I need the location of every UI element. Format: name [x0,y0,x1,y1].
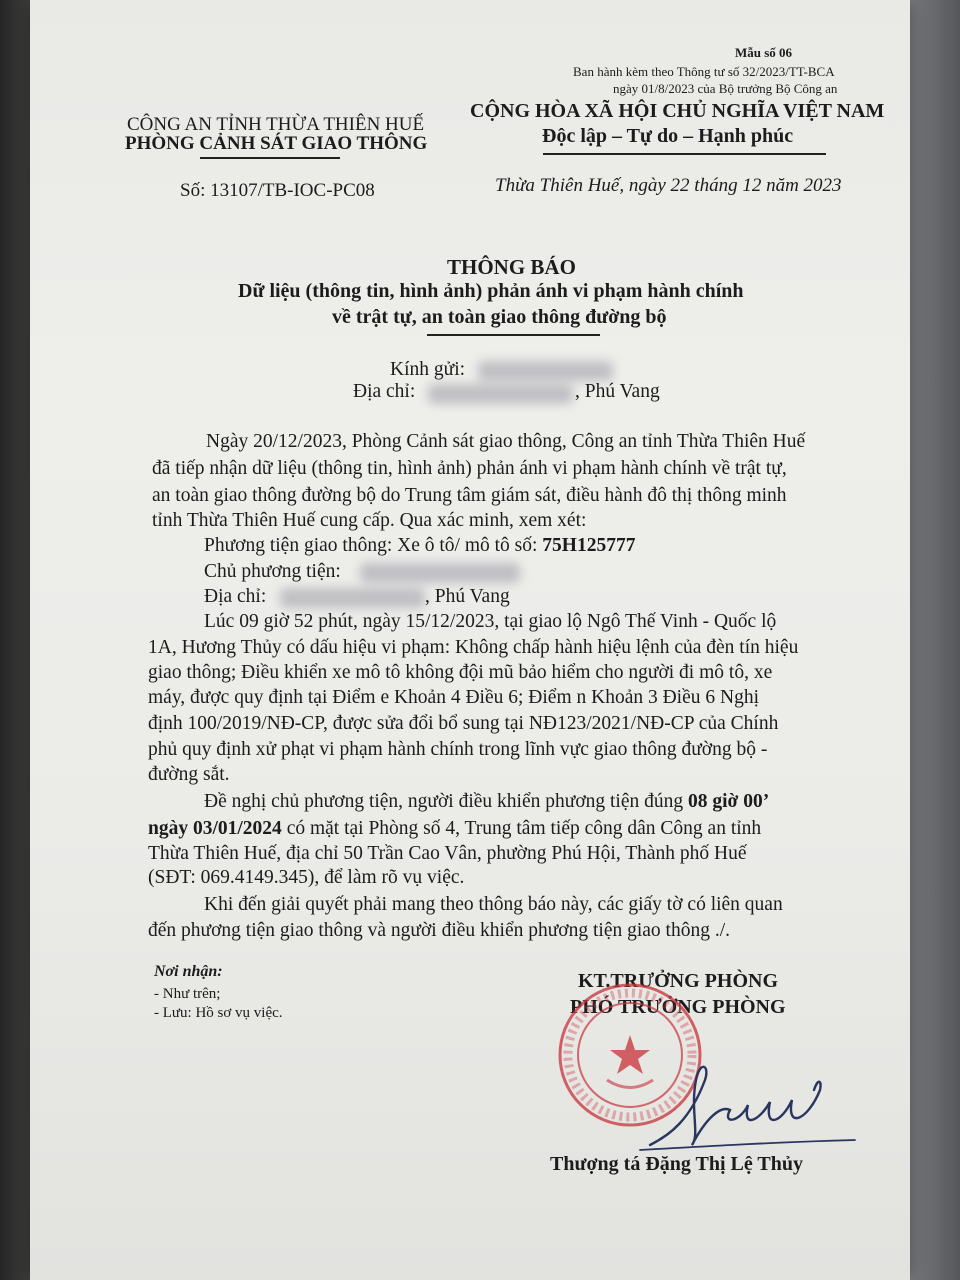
violation-line4: máy, được quy định tại Điểm e Khoản 4 Điều 6; Điểm n Khoản 3 Điều 6 Nghị [148,687,760,708]
signer-name: Thượng tá Đặng Thị Lệ Thủy [550,1153,803,1175]
request-line1: Đề nghị chủ phương tiện, người điều khiển phương tiện đúng [204,791,688,812]
redacted-owner-address [280,588,425,608]
signature-title-1: KT.TRƯỞNG PHÒNG [578,970,778,992]
owner-address-suffix: , Phú Vang [425,586,510,607]
department-name: PHÒNG CẢNH SÁT GIAO THÔNG [125,133,428,154]
warning-line2: đến phương tiện giao thông và người điều khiển phương tiện giao thông ./. [148,920,731,941]
notice-title: THÔNG BÁO [447,255,576,279]
request-date: ngày 03/01/2024 [148,818,282,839]
request-line4: (SĐT: 069.4149.345), để làm rõ vụ việc. [148,867,465,888]
signature-title-2: PHÓ TRƯỞNG PHÒNG [570,996,786,1018]
request-line2: có mặt tại Phòng số 4, Trung tâm tiếp công dân Công an tỉnh [281,818,762,839]
notice-subtitle-1: Dữ liệu (thông tin, hình ảnh) phản ánh vi phạm hành chính [238,280,744,302]
document-page [30,0,910,1280]
vehicle-label: Phương tiện giao thông: Xe ô tô/ mô tô số: [204,535,543,556]
motto-underline [543,153,826,155]
recipients-item-2: - Lưu: Hồ sơ vụ việc. [154,1005,283,1021]
owner-address-label: Địa chỉ: [204,586,267,607]
recipients-item-1: - Như trên; [154,986,221,1002]
vehicle-plate: 75H125777 [542,535,636,556]
recipient-address-suffix: , Phú Vang [575,381,660,402]
redacted-owner-name [360,563,520,583]
violation-line7: đường sắt. [148,764,230,785]
body-p1-line4: tỉnh Thừa Thiên Huế cung cấp. Qua xác minh, xem xét: [152,510,587,531]
body-p1-line2: đã tiếp nhận dữ liệu (thông tin, hình ảnh) phản ánh vi phạm hành chính về trật tự, [152,458,787,479]
notice-subtitle-2: về trật tự, an toàn giao thông đường bộ [332,306,667,328]
body-p1-line1: Ngày 20/12/2023, Phòng Cảnh sát giao thông, Công an tỉnh Thừa Thiên Huế [206,431,806,452]
violation-line6: phủ quy định xử phạt vi phạm hành chính trong lĩnh vực giao thông đường bộ - [148,739,768,760]
warning-line1: Khi đến giải quyết phải mang theo thông báo này, các giấy tờ có liên quan [204,894,783,915]
department-underline [200,157,340,159]
violation-line5: định 100/2019/NĐ-CP, được sửa đổi bổ sung tại NĐ123/2021/NĐ-CP của Chính [148,713,779,734]
redacted-recipient-address [428,384,573,404]
document-number: Số: 13107/TB-IOC-PC08 [180,180,375,201]
place-date: Thừa Thiên Huế, ngày 22 tháng 12 năm 2023 [495,175,842,196]
handwritten-signature [630,1050,860,1160]
form-issued-line1: Ban hành kèm theo Thông tư số 32/2023/TT-BCA [573,64,835,79]
request-time: 08 giờ 00’ [688,791,770,812]
request-line3: Thừa Thiên Huế, địa chỉ 50 Trần Cao Vân, phường Phú Hội, Thành phố Huế [148,843,747,864]
violation-line1: Lúc 09 giờ 52 phút, ngày 15/12/2023, tại giao lộ Ngô Thế Vinh - Quốc lộ [204,611,777,632]
violation-line3: giao thông; Điều khiển xe mô tô không đội mũ bảo hiểm cho người đi mô tô, xe [148,662,773,683]
nation-motto: Độc lập – Tự do – Hạnh phúc [542,125,794,147]
owner-label: Chủ phương tiện: [204,561,341,582]
form-number: Mẫu số 06 [735,45,793,60]
title-underline [427,334,600,336]
form-issued-line2: ngày 01/8/2023 của Bộ trưởng Bộ Công an [613,81,838,96]
recipient-label: Kính gửi: [390,359,466,380]
recipient-address-label: Địa chỉ: [353,381,416,402]
agency-name: CÔNG AN TỈNH THỪA THIÊN HUẾ [127,114,425,135]
violation-line2: 1A, Hương Thủy có dấu hiệu vi phạm: Không chấp hành hiệu lệnh của đèn tín hiệu [148,637,799,658]
recipients-heading: Nơi nhận: [154,963,223,980]
body-p1-line3: an toàn giao thông đường bộ do Trung tâm giám sát, điều hành đô thị thông minh [152,485,787,506]
nation-name: CỘNG HÒA XÃ HỘI CHỦ NGHĨA VIỆT NAM [470,100,885,122]
